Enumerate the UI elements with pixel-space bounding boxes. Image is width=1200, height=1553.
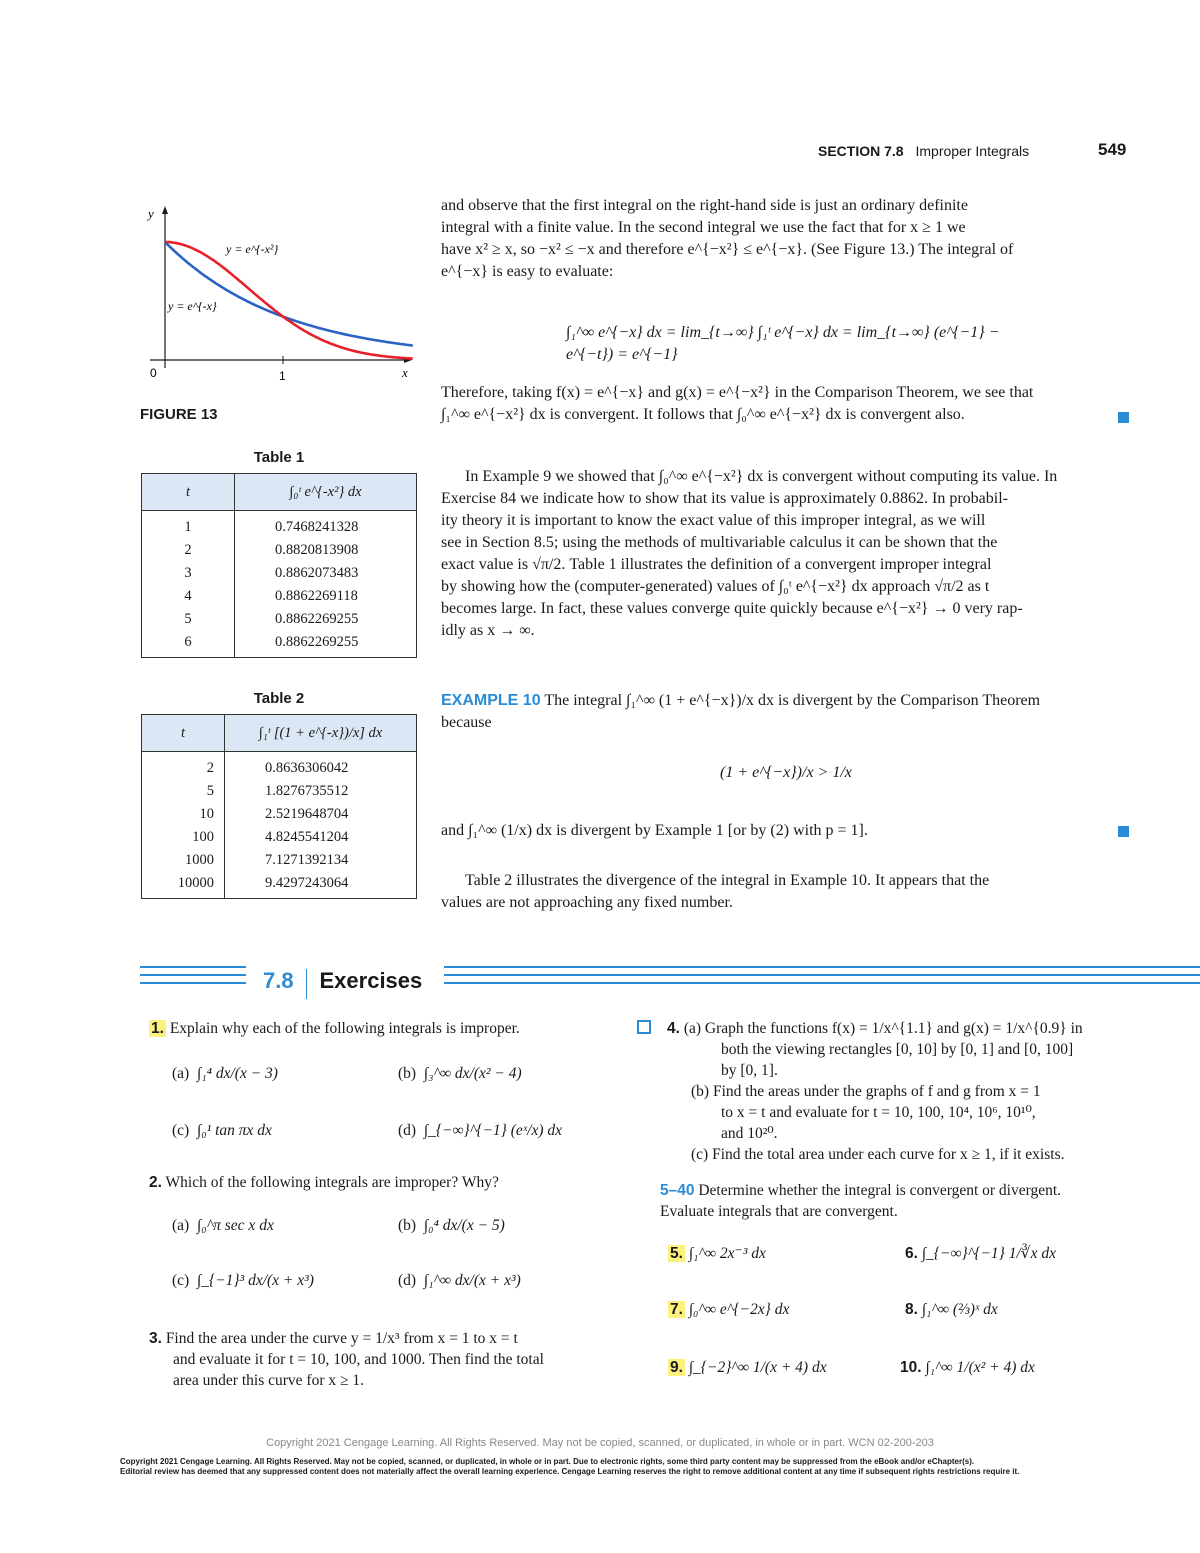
exercise-8	[905, 1299, 998, 1320]
part-label: (b)	[398, 1065, 417, 1082]
exercises-title: Exercises	[319, 968, 423, 993]
text-line: ity theory it is important to know the exact value of this improper integral, as we will	[441, 512, 986, 529]
rights-notice	[120, 1457, 1080, 1477]
exercise-1	[149, 1018, 609, 1039]
part-label: (a)	[683, 1020, 702, 1037]
exercise-text: and evaluate it for t = 10, 100, and 1000. Then find the total	[173, 1351, 544, 1368]
integral-expr: ∫₁^∞ 1/(x² + 4) dx	[925, 1359, 1035, 1376]
exercise-4	[667, 1018, 1137, 1165]
value-cell: 0.8636306042	[225, 752, 417, 781]
text-line: becomes large. In fact, these values converge quite quickly because e^{−x²} → 0 very rap-	[441, 600, 1023, 617]
exercise-1d	[398, 1120, 562, 1141]
header-rule-right	[444, 966, 1200, 988]
integral-expr: ∫₁^∞ (⅔)ˣ dx	[921, 1301, 998, 1318]
table2	[141, 714, 417, 899]
table-row	[142, 562, 417, 585]
value-cell: 0.8820813908	[235, 539, 417, 562]
integral-expr: ∫₀⁴ dx/(x − 5)	[423, 1217, 505, 1234]
table1	[141, 473, 417, 658]
heading-divider	[306, 969, 307, 999]
text-line: integral with a finite value. In the second integral we use the fact that for x ≥ 1 we	[441, 219, 966, 236]
exercise-1b	[398, 1063, 522, 1084]
value-cell: 9.4297243064	[225, 872, 417, 899]
table-row	[142, 872, 417, 899]
exercise-text: Explain why each of the following integrals is improper.	[169, 1020, 520, 1037]
graphing-calculator-icon	[637, 1020, 651, 1034]
exercise-number: 9.	[670, 1359, 683, 1376]
text-line: In Example 9 we showed that ∫₀^∞ e^{−x²} dx is convergent without computing its value. In	[465, 468, 1058, 485]
value-cell: 7.1271392134	[225, 849, 417, 872]
exercise-text: Determine whether the integral is convergent or divergent.	[698, 1182, 1062, 1199]
t-cell: 6	[142, 631, 235, 658]
exercise-text: and 10²⁰.	[721, 1125, 778, 1142]
exercise-text: both the viewing rectangles [0, 10] by [0, 1] and [0, 100]	[721, 1041, 1074, 1058]
copyright-notice: Copyright 2021 Cengage Learning. All Rights Reserved. May not be copied, scanned, or duplicated, in whole or in part. WCN 02-200-203	[266, 1437, 934, 1449]
table-row	[142, 752, 417, 781]
value-cell: 4.8245541204	[225, 826, 417, 849]
rights-line: Copyright 2021 Cengage Learning. All Rights Reserved. May not be copied, scanned, or duplicated, in whole or in part. Due to electronic rights, some third party content may be suppressed from the eBook and/or eChapter(s).	[120, 1457, 975, 1466]
y-axis-label: y	[148, 206, 154, 221]
t-cell: 10000	[142, 872, 225, 899]
t-cell: 2	[142, 539, 235, 562]
paragraph-therefore	[441, 382, 1131, 426]
exercise-3	[149, 1328, 609, 1391]
part-label: (b)	[398, 1217, 417, 1234]
integral-expr: ∫_{−∞}^{−1} 1/∛x dx	[921, 1245, 1057, 1262]
value-cell: 0.8862269255	[235, 631, 417, 658]
gaussian-curve-label: y = e^{-x²}	[226, 242, 279, 256]
exercise-2c	[172, 1270, 314, 1291]
text-line: see in Section 8.5; using the methods of multivariable calculus it can be shown that the	[441, 534, 998, 551]
table1-caption: Table 1	[253, 449, 305, 466]
text-line: ∫₁^∞ e^{−x²} dx is convergent. It follows that ∫₀^∞ e^{−x²} dx is convergent also.	[441, 406, 965, 423]
t-cell: 4	[142, 585, 235, 608]
section-number: SECTION 7.8	[818, 143, 904, 159]
exercise-6	[905, 1243, 1056, 1264]
paragraph-observe	[441, 195, 1131, 283]
t-cell: 5	[142, 780, 225, 803]
exercises-5-40-instruction	[660, 1180, 1130, 1222]
text-line: and ∫₁^∞ (1/x) dx is divergent by Example 1 [or by (2) with p = 1].	[441, 822, 868, 839]
part-label: (c)	[172, 1272, 190, 1289]
text-line: because	[441, 714, 492, 731]
exercise-2a	[172, 1215, 274, 1236]
example-10	[441, 690, 1131, 734]
table1-col-t: t	[142, 474, 235, 511]
exercise-1c	[172, 1120, 272, 1141]
text-line: by showing how the (computer-generated) values of ∫₀ᵗ e^{−x²} dx approach √π/2 as t	[441, 578, 990, 595]
table-row	[142, 849, 417, 872]
table2-col-v: ∫₁ᵗ [(1 + e^{-x})/x] dx	[225, 715, 417, 752]
exercise-2d	[398, 1270, 521, 1291]
paragraph-example9	[441, 466, 1131, 642]
part-label: (a)	[172, 1217, 190, 1234]
integral-expr: ∫_{−∞}^{−1} (eˣ/x) dx	[423, 1122, 563, 1139]
section-title: Improper Integrals	[915, 143, 1030, 159]
origin-label: 0	[150, 366, 157, 380]
paragraph-table2	[441, 870, 1131, 914]
exercise-text: to x = t and evaluate for t = 10, 100, 10⁴, 10⁶, 10¹⁰,	[721, 1104, 1036, 1121]
text-line: Table 2 illustrates the divergence of the integral in Example 10. It appears that the	[465, 872, 990, 889]
integral-expr: ∫₀^π sec x dx	[196, 1217, 274, 1234]
part-label: (c)	[691, 1146, 709, 1163]
t-cell: 1000	[142, 849, 225, 872]
exercise-number: 10.	[900, 1359, 922, 1376]
part-label: (c)	[172, 1122, 190, 1139]
part-label: (d)	[398, 1272, 417, 1289]
exercise-text: Find the area under the curve y = 1/x³ from x = 1 to x = t	[165, 1330, 518, 1347]
t-cell: 3	[142, 562, 235, 585]
table1-col-v: ∫₀ᵗ e^{-x²} dx	[235, 474, 417, 511]
text-line: e^{−x} is easy to evaluate:	[441, 263, 614, 280]
table-row	[142, 585, 417, 608]
text-line: exact value is √π/2. Table 1 illustrates the definition of a convergent improper integral	[441, 556, 992, 573]
exercise-range: 5–40	[660, 1182, 695, 1199]
y-axis-arrow	[162, 206, 168, 214]
text-line: Therefore, taking f(x) = e^{−x} and g(x) = e^{−x²} in the Comparison Theorem, we see that	[441, 384, 1034, 401]
value-cell: 2.5219648704	[225, 803, 417, 826]
rights-line: Editorial review has deemed that any suppressed content does not materially affect the overall learning experience. Cengage Learning reserves the right to remove additional content at any time if subsequent rights restrictions require it.	[120, 1467, 1020, 1476]
value-cell: 0.7468241328	[235, 511, 417, 540]
integral-expr: ∫₁^∞ dx/(x + x³)	[423, 1272, 521, 1289]
t-cell: 10	[142, 803, 225, 826]
page-number: 549	[1098, 140, 1127, 159]
text-line: The integral ∫₁^∞ (1 + e^{−x})/x dx is divergent by the Comparison Theorem	[544, 692, 1041, 709]
table-row	[142, 511, 417, 540]
integral-expr: ∫₁^∞ 2x⁻³ dx	[688, 1245, 766, 1262]
integral-expr: ∫₃^∞ dx/(x² − 4)	[423, 1065, 522, 1082]
exercise-number: 5.	[670, 1245, 683, 1262]
table-row	[142, 608, 417, 631]
t-cell: 5	[142, 608, 235, 631]
exercise-text: Find the total area under each curve for x ≥ 1, if it exists.	[712, 1146, 1065, 1163]
exercise-7	[668, 1299, 789, 1320]
value-cell: 0.8862073483	[235, 562, 417, 585]
exercise-2	[149, 1172, 609, 1193]
exercise-1a	[172, 1063, 278, 1084]
exercise-number: 1.	[151, 1020, 164, 1037]
text-line: Exercise 84 we indicate how to show that its value is approximately 0.8862. In probabil-	[441, 490, 1008, 507]
t-cell: 2	[142, 752, 225, 781]
table-row	[142, 780, 417, 803]
end-proof-square	[1118, 412, 1129, 423]
value-cell: 0.8862269255	[235, 608, 417, 631]
table2-col-t: t	[142, 715, 225, 752]
header-rule-left	[140, 966, 246, 988]
table2-caption: Table 2	[253, 690, 305, 707]
table-row	[142, 631, 417, 658]
integral-expr: ∫_{−2}^∞ 1/(x + 4) dx	[688, 1359, 827, 1376]
integral-expr: ∫₁⁴ dx/(x − 3)	[196, 1065, 278, 1082]
exercises-heading	[263, 968, 422, 999]
integral-expr: ∫₀^∞ e^{−2x} dx	[688, 1301, 790, 1318]
text-line: values are not approaching any fixed number.	[441, 894, 733, 911]
exercise-text: Find the areas under the graphs of f and g from x = 1	[712, 1083, 1041, 1100]
part-label: (b)	[691, 1083, 710, 1100]
exercise-10	[900, 1357, 1035, 1378]
exercise-text: Graph the functions f(x) = 1/x^{1.1} and g(x) = 1/x^{0.9} in	[704, 1020, 1083, 1037]
integral-expr: ∫_{−1}³ dx/(x + x³)	[196, 1272, 314, 1289]
end-example-square	[1118, 826, 1129, 837]
exercise-text: Which of the following integrals are improper? Why?	[165, 1174, 499, 1191]
example-10-label: EXAMPLE 10	[441, 692, 541, 709]
text-line: and observe that the first integral on the right-hand side is just an ordinary definite	[441, 197, 968, 214]
integral-expr: ∫₀¹ tan πx dx	[196, 1122, 272, 1139]
part-label: (d)	[398, 1122, 417, 1139]
figure-label: FIGURE 13	[140, 406, 218, 423]
exercise-5	[668, 1243, 766, 1264]
running-header	[818, 143, 1029, 159]
exercise-text: Evaluate integrals that are convergent.	[660, 1203, 898, 1220]
exercise-number: 4.	[667, 1020, 680, 1037]
equation-comparison: (1 + e^{−x})/x > 1/x	[720, 764, 852, 781]
t-cell: 1	[142, 511, 235, 540]
figure-13-graph	[140, 200, 420, 385]
table-row	[142, 826, 417, 849]
value-cell: 0.8862269118	[235, 585, 417, 608]
text-line: idly as x → ∞.	[441, 622, 535, 639]
tick-label-1: 1	[279, 369, 286, 383]
x-axis-label: x	[402, 365, 408, 380]
exercise-number: 7.	[670, 1301, 683, 1318]
exercise-2b	[398, 1215, 505, 1236]
equation-limit: ∫₁^∞ e^{−x} dx = lim_{t→∞} ∫₁ᵗ e^{−x} dx = lim_{t→∞} (e^{−1} − e^{−t}) = e^{−1}	[566, 324, 1000, 363]
t-cell: 100	[142, 826, 225, 849]
exercise-number: 6.	[905, 1245, 918, 1262]
text-line: have x² ≥ x, so −x² ≤ −x and therefore e^{−x²} ≤ e^{−x}. (See Figure 13.) The integral of	[441, 241, 1014, 258]
exercise-number: 2.	[149, 1174, 162, 1191]
exercise-number: 3.	[149, 1330, 162, 1347]
exercise-number: 8.	[905, 1301, 918, 1318]
exercise-text: area under this curve for x ≥ 1.	[173, 1372, 364, 1389]
exponential-curve-label: y = e^{-x}	[168, 299, 217, 313]
table-row	[142, 539, 417, 562]
value-cell: 1.8276735512	[225, 780, 417, 803]
exercise-text: by [0, 1].	[721, 1062, 778, 1079]
exercises-section-number: 7.8	[263, 968, 294, 993]
exercise-9	[668, 1357, 827, 1378]
part-label: (a)	[172, 1065, 190, 1082]
exponential-curve	[165, 242, 413, 346]
table-row	[142, 803, 417, 826]
